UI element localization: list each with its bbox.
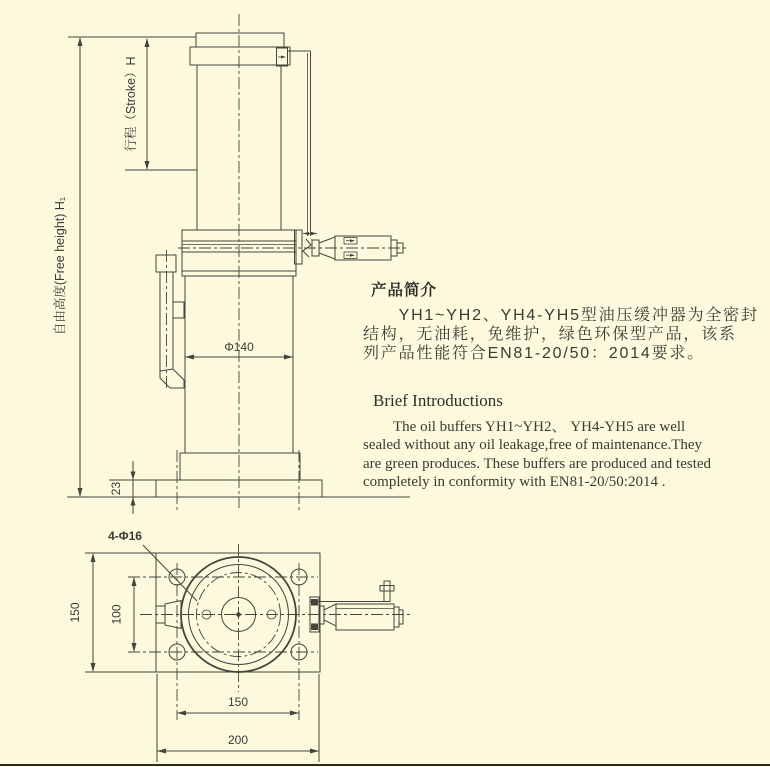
holes-label: 4-Φ16 (108, 529, 142, 543)
plate-height-label: 150 (68, 602, 82, 623)
dim-hole-spacing-100 (110, 577, 137, 652)
dim-diameter-140 (185, 340, 293, 360)
cn-heading: 产品简介 (371, 282, 438, 299)
cn-line-3: 列产品性能符合EN81-20/50：2014要求。 (363, 345, 705, 362)
top-view (68, 529, 410, 762)
product-intro-en (363, 391, 765, 492)
stroke-label: 行程（Stroke）H (124, 56, 138, 152)
free-height-label: 自由高度(Free height) H₁ (53, 196, 67, 336)
plunger-top-lip (196, 33, 284, 47)
dim-base-thickness (109, 461, 156, 514)
cn-line-2: 结构，无油耗，免维护，绿色环保型产品，该系 (363, 326, 737, 343)
cn-line-1: YH1~YH2、YH4-YH5型油压缓冲器为全密封 (363, 307, 759, 324)
switch-actuator-rod (288, 51, 311, 236)
diameter-label: Φ140 (224, 340, 254, 354)
en-line-2: sealed without any oil leakage,free of maintenance.They (363, 437, 703, 454)
oil-gauge-tube (156, 250, 184, 389)
en-line-1: The oil buffers YH1~YH2、 YH4-YH5 are well (363, 419, 686, 435)
plunger-cap (190, 47, 290, 65)
en-line-4: completely in conformity with EN81-20/50:2014 . (363, 474, 666, 491)
dim-hole-spacing-150 (177, 695, 299, 716)
hole-spacing-h-label: 150 (227, 695, 249, 709)
product-intro-cn (363, 278, 765, 363)
plate-width-label: 200 (227, 733, 249, 747)
dim-plate-width-200 (157, 674, 319, 762)
base-thickness-label: 23 (109, 481, 123, 496)
limit-switch-front (178, 230, 407, 264)
en-line-3: are green produces. These buffers are produced and tested (363, 455, 712, 472)
page-bottom-rule (0, 764, 770, 766)
cap-bracket (277, 48, 288, 66)
dim-stroke (124, 38, 197, 170)
limit-switch-top (310, 581, 403, 632)
dim-holes-4xphi16 (108, 529, 197, 601)
base-ring (180, 453, 300, 480)
hole-spacing-v-label: 100 (109, 604, 124, 625)
front-view (52, 14, 410, 514)
en-heading: Brief Introductions (373, 391, 503, 410)
